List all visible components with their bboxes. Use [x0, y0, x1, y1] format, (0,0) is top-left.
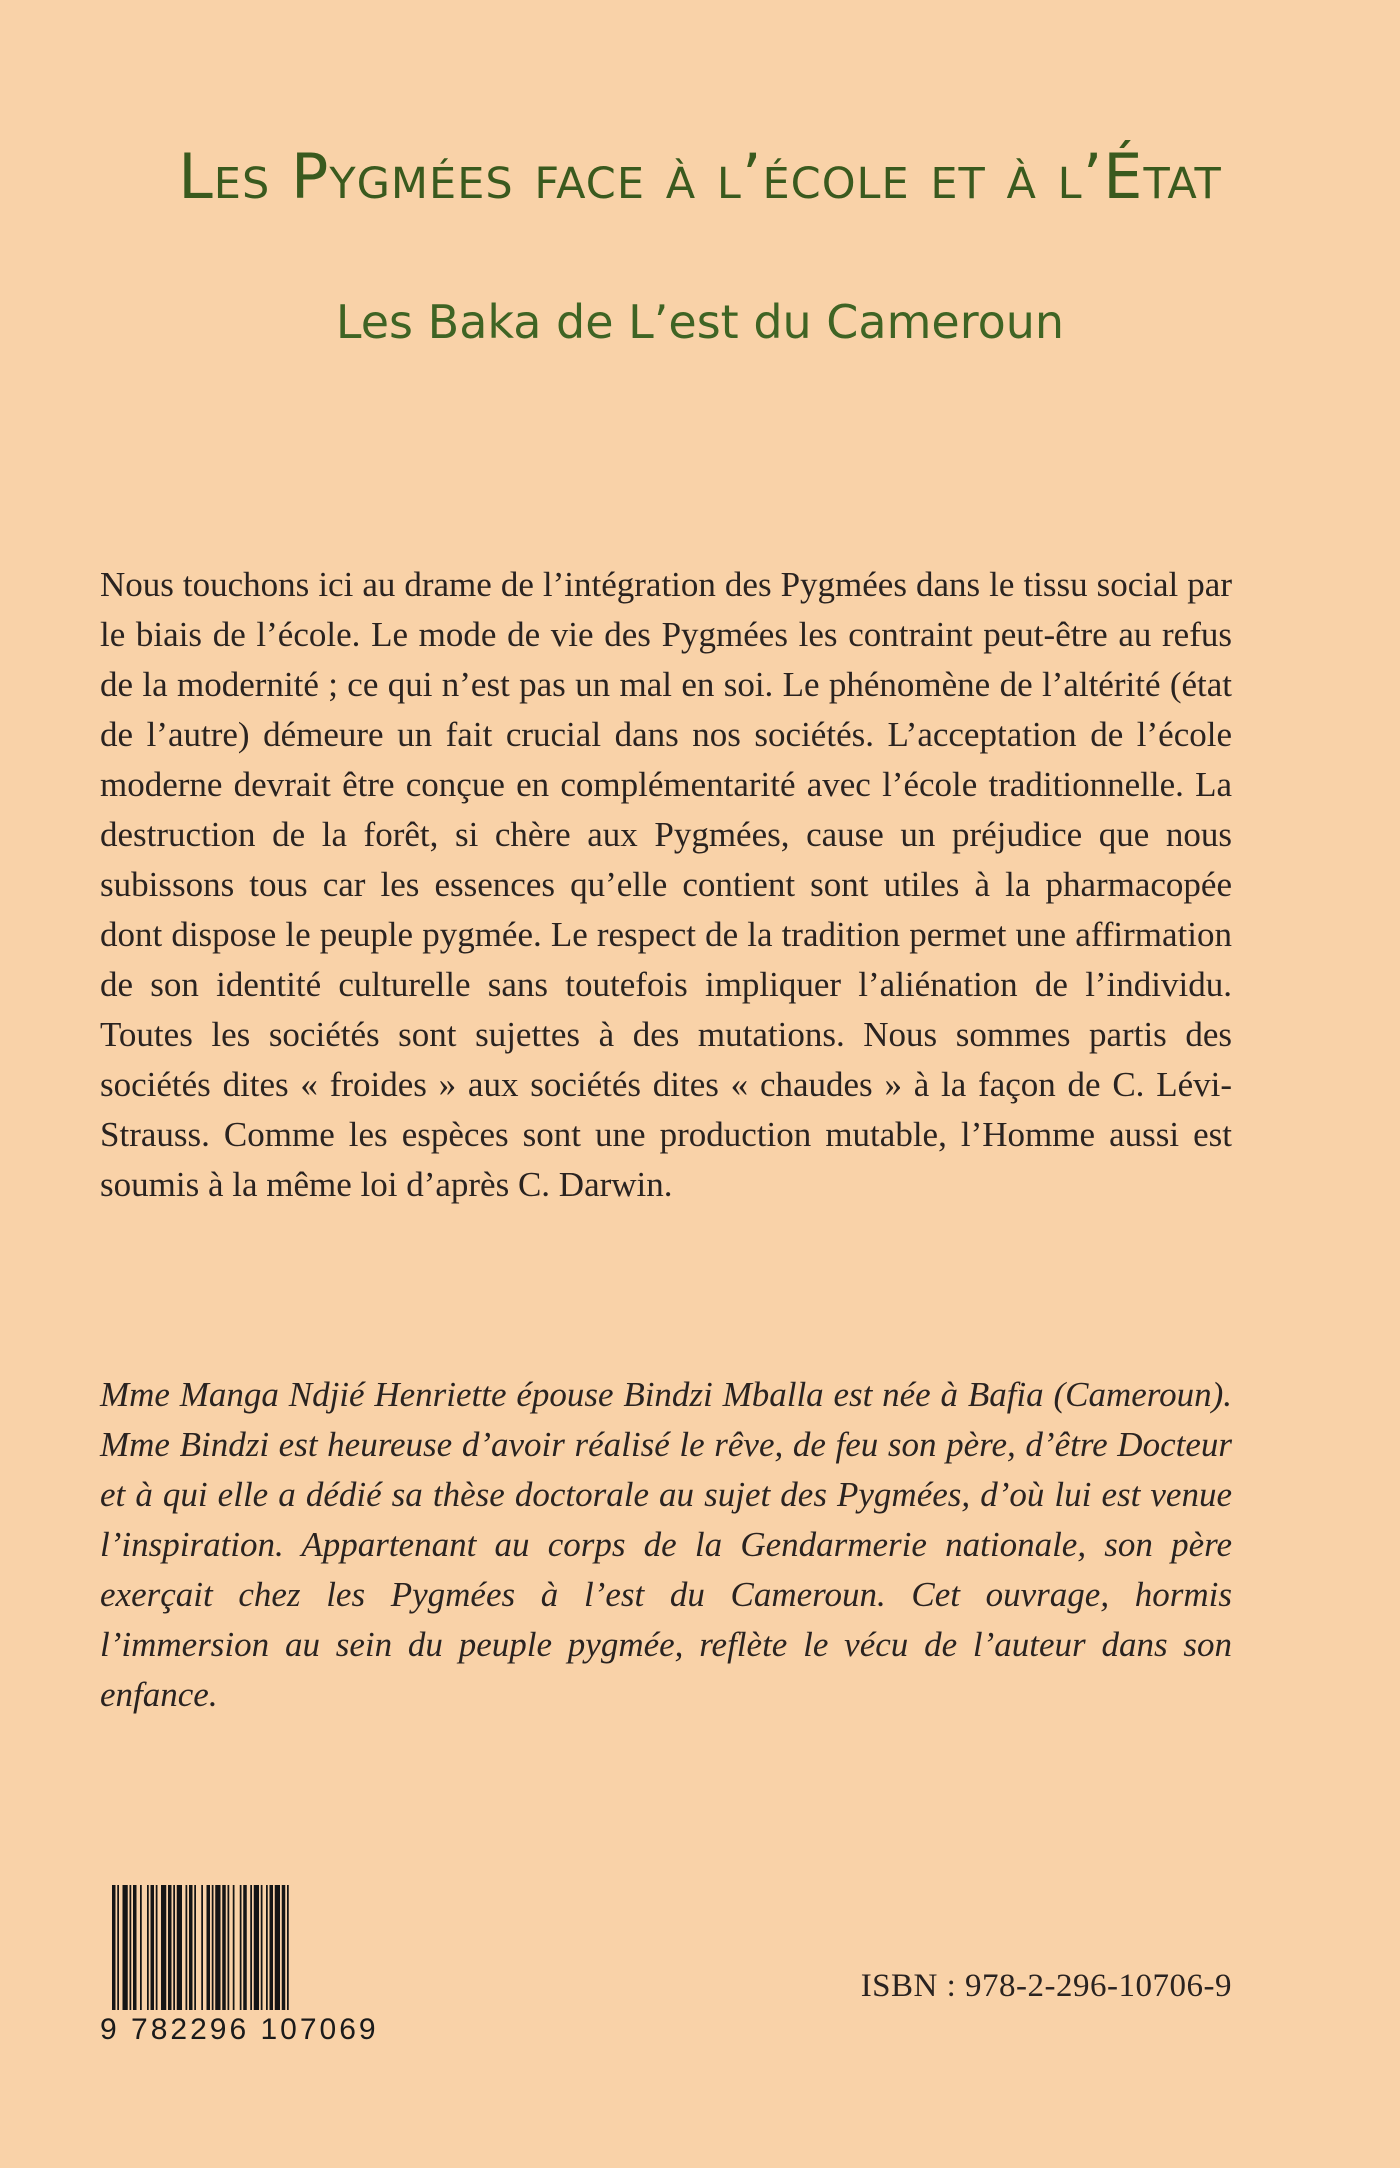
barcode-bar [201, 1885, 203, 2010]
barcode-bars [112, 1885, 384, 2010]
barcode-bar [233, 1885, 235, 2010]
barcode-bar [275, 1885, 280, 2010]
back-cover-summary: Nous touchons ici au drame de l’intégration des Pygmées dans le tissu social par le biais de l’école. Le mode de vie des Pygmées les contraint peut-être au refus de la modernité ; ce qui n’est pas un mal en soi. Le phénomène de l’altérité (état de l’autre) démeure un fait crucial dans nos sociétés. L’acceptation de l’école moderne devrait être conçue en complémentarité avec l’école traditionnelle. La destruction de la forêt, si chère aux Pygmées, cause un préjudice que nous subissons tous car les essences qu’elle contient sont utiles à la pharmacopée dont dispose le peuple pygmée. Le respect de la tradition permet une affirmation de son identité culturelle sans toutefois impliquer l’aliénation de l’individu. Toutes les sociétés sont sujettes à des mutations. Nous sommes partis des sociétés dites « froides » aux sociétés dites « chaudes » à la façon de C. Lévi-Strauss. Comme les espèces sont une production mutable, l’Homme aussi est soumis à la même loi d’après C. Darwin. [100, 565, 1232, 1204]
barcode-bar [270, 1885, 274, 2010]
barcode-bar [173, 1885, 175, 2010]
barcode-bar [222, 1885, 226, 2010]
barcode-bar [189, 1885, 193, 2010]
barcode-bar [243, 1885, 247, 2010]
barcode-bar [147, 1885, 149, 2010]
book-subtitle: Les Baka de L’est du Cameroun [335, 295, 1065, 349]
barcode-bar [250, 1885, 252, 2010]
barcode-bar [266, 1885, 268, 2010]
barcode-bar [240, 1885, 242, 2010]
barcode-bar [261, 1885, 263, 2010]
barcode-bar [140, 1885, 142, 2010]
barcode-bar [228, 1885, 230, 2010]
barcode-bar [112, 1885, 116, 2010]
author-bio: Mme Manga Ndjié Henriette épouse Bindzi Mballa est née à Bafia (Cameroun). Mme Bindzi est heureuse d’avoir réalisé le rêve, de feu son père, d’être Docteur et à qui elle a dédié sa thèse doctorale au sujet des Pygmées, d’où lui est venue l’inspiration. Appartenant au corps de la Gendarmerie nationale, son père exerçait chez les Pygmées à l’est du Cameroun. Cet ouvrage, hormis l’immersion au sein du peuple pygmée, reflète le vécu de l’auteur dans son enfance. [100, 1375, 1232, 1714]
barcode-bar [151, 1885, 155, 2010]
barcode-digits: 9 782296 107069 [100, 2013, 379, 2046]
barcode-bar [177, 1885, 182, 2010]
barcode-bar [117, 1885, 119, 2010]
barcode-bar [123, 1885, 128, 2010]
barcode-bar [254, 1885, 259, 2010]
barcode-bar [287, 1885, 289, 2010]
barcode-bar [194, 1885, 196, 2010]
book-title: Les Pygmées face à l’école et à l’État [178, 140, 1222, 213]
barcode-bar [212, 1885, 214, 2010]
barcode-bar [215, 1885, 220, 2010]
barcode-bar [168, 1885, 172, 2010]
barcode-bar [156, 1885, 158, 2010]
barcode-bar [207, 1885, 211, 2010]
barcode-bar [130, 1885, 132, 2010]
barcode-bar [161, 1885, 166, 2010]
barcode-bar [133, 1885, 137, 2010]
barcode-bar [186, 1885, 188, 2010]
barcode [100, 1885, 384, 2055]
isbn-label: ISBN : 978-2-296-10706-9 [860, 1968, 1232, 2004]
barcode-bar [282, 1885, 286, 2010]
